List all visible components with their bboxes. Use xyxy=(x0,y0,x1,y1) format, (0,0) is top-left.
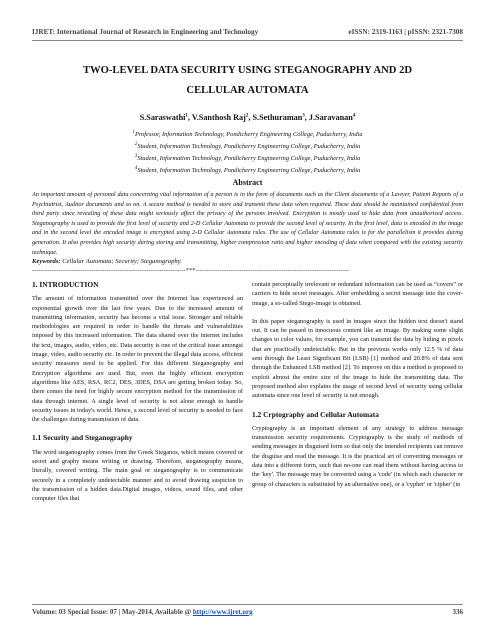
abstract-heading: Abstract xyxy=(232,178,263,187)
keywords xyxy=(32,258,463,265)
section-1-2-heading: 1.2 Crptography and Cellular Automata xyxy=(252,409,379,419)
running-header xyxy=(32,28,463,36)
keywords-text: Cellular Automata; Security; Steganography. xyxy=(62,258,182,265)
title-line-1: TWO-LEVEL DATA SECURITY USING STEGANOGRAPHY AND 2D xyxy=(82,65,413,76)
issn: eISSN: 2319-1163 | pISSN: 2321-7308 xyxy=(348,28,463,36)
affiliation: $^1$Professor, Information Technology, Pondicherry Engineering College, Puducherry, India xyxy=(132,130,363,139)
right-paragraph-2: In this paper steganography is used in images since the hidden text doesn't stand out. It can be passed in innocuous content like an image. By making some slight changes to color values, for example, you can transmit the data by hiding in pixels that are practically undetectable. But in the previous works only 12.5 % of data sent through the Least Significant Bit (LSB) [1] method and 20.8% of data sent through the Enhanced LSB method [2]. To improve on this a method is proposed to exploit almost the entire size of the image to hide the transmitting data. The proposed method also explains the usage of second level of security using cellular automata since one level of security is not enough. xyxy=(252,317,463,400)
header-rule xyxy=(32,40,463,41)
running-footer xyxy=(32,608,463,616)
footer-volume: Volume: 03 Special Issue: 07 | May-2014, Available @ http://www.ijret.org xyxy=(32,608,253,616)
author: J.Saravanan$^4$ xyxy=(308,113,356,122)
section-1-2-paragraph: Cryptography is an important element of any strategy to address message transmission security requirements. Cryptography is the study of methods of sending messages in disguised form so that only the intended recipients can remove the disguise and read the message. It is the practical art of converting messages or data into a different form, such that no-one can read them without having access to the 'key'. The message may be converted using a 'code' (in which each character or group of characters is substituted by an alternative one), or a 'cypher' or 'cipher' (in xyxy=(252,424,463,488)
affiliations xyxy=(32,128,463,177)
author: S.Sethuraman$^3$, xyxy=(252,113,309,122)
section-1-1-heading: 1.1 Security and Steganography xyxy=(32,433,133,443)
intro-paragraph: The amount of information transmitted over the Internet has experienced an exponential growth over the last few years. Due to the increased amount of transmitting information, security has become a vital issue. Stronger and reliable methodologies are required in order to handle the threats and vulnerabilities imposed by this increased information. The data shared over the internet includes the text, images, audio, video, etc. Data security is one of the critical issue amongst image, video, audio security etc. In order to prevent the illegal data access, efficient security measures need to be applied. For this different Steganography and Encryption algorithms are used. But, even the highly efficient encryption algorithms like AES, RSA, RC2, DES, 3DES, DSA are getting broken today. So, there comes the need for highly secure encryption method for the transmission of data through internet. A single level of security is not alone enough to handle security issues in today's world. Hence, a second level of security is needed to face the challenges during transmission of data. xyxy=(32,295,243,424)
title-line-2: CELLULAR AUTOMATA xyxy=(186,85,309,96)
author: V.Santhosh Raj$^2$, xyxy=(191,113,253,122)
affiliation: $^2$Student, Information Technology, Pondicherry Engineering College, Puducherry, India xyxy=(134,142,361,151)
author: S.Saraswathi$^1$, xyxy=(139,113,192,122)
left-column xyxy=(32,280,243,510)
right-paragraph-1: contain perceptually irrelevant or redundant information can be used as “covers” or carriers to hide secret messages. After embedding a secret message into the cover-image, a so-called Stego-image is obtained. xyxy=(252,281,463,307)
right-column xyxy=(252,280,463,495)
intro-heading: 1. INTRODUCTION xyxy=(32,280,99,289)
journal-name: IJRET: International Journal of Research in Engineering and Technology xyxy=(32,28,259,36)
footer-rule xyxy=(32,604,463,605)
abstract-text: An important amount of personal data concerning vital information of a person is in the form of documents such as the Client documents of a Lawyer, Patient Reports of a Psychiatrist, Auditor documents and so on. A secure method is needed to store and transmit these data when required. These data should be maintained confidential from third party since revealing of these data might seriously affect the privacy of the persons involved. Encryption is mostly used to hide data from unauthorized access. Steganography is used to provide the first level of security and 2-D Cellular Automata to provide the second level of security. In the first level, data is encoded in the image and in the second level the encoded image is encrypted using 2-D Cellular Automata rules. The use of Cellular Automata rules is for the parallelism it provides during generation. It also provides high security during storing and transmitting, higher compression ratio and higher encoding of data when compared with the existing security technique. xyxy=(32,191,463,256)
page-number: 336 xyxy=(452,608,463,616)
paper-title xyxy=(40,61,455,101)
author-list xyxy=(32,113,463,122)
section-divider: ----------------------------------------------------------------------***---------------------------------------------------------------------- xyxy=(32,268,350,274)
journal-link[interactable]: http://www.ijret.org xyxy=(192,608,253,616)
affiliation: $^3$Student, Information Technology, Pondicherry Engineering College, Puducherry, India xyxy=(134,154,361,163)
keywords-label: Keywords: xyxy=(32,258,61,265)
affiliation: $^4$Student, Information Technology, Pondicherry Engineering College, Puducherry, India xyxy=(134,166,361,175)
section-1-1-paragraph: The word steganography comes from the Greek Steganos, which means covered or secret and graphy means writing or drawing. Therefore, steganography means, literally, covered writing. The main goal or steganography is to communicate securely in a completely undetectable manner and to avoid drawing suspicion to the transmission of a hidden data.Digital images, videos, sound files, and other computer files that xyxy=(32,448,243,503)
